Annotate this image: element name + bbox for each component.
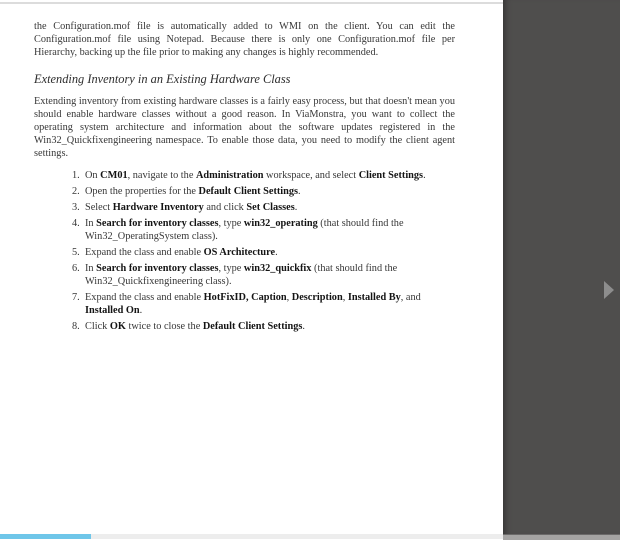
list-item-number: 6.: [72, 263, 80, 274]
numbered-steps-list: [72, 169, 455, 333]
list-item-text: In Search for inventory classes, type win32_operating (that should find the Win32_OperatingSystem class).: [85, 218, 404, 242]
reader-side-panel: [503, 0, 620, 534]
list-item: [72, 217, 455, 243]
list-item: [72, 169, 455, 182]
list-item-number: 5.: [72, 247, 80, 258]
list-item-text: Select Hardware Inventory and click Set Classes.: [85, 202, 298, 213]
list-item-number: 8.: [72, 321, 80, 332]
list-item: [72, 201, 455, 214]
list-item-number: 1.: [72, 170, 80, 181]
list-item-text: Expand the class and enable HotFixID, Caption, Description, Installed By, and Installed On.: [85, 292, 421, 316]
list-item-number: 2.: [72, 186, 80, 197]
list-item-text: On CM01, navigate to the Administration workspace, and select Client Settings.: [85, 170, 426, 181]
panel-bottom-strip: [503, 534, 620, 540]
list-item: [72, 246, 455, 259]
list-item: [72, 291, 455, 317]
list-item-text: Click OK twice to close the Default Client Settings.: [85, 321, 305, 332]
paragraph-configuration-mof: the Configuration.mof file is automatically added to WMI on the client. You can edit the Configuration.mof file using Notepad. Because there is only one Configuration.mof file per Hierarchy, backing up the file prior to making any changes is highly recommended.: [34, 21, 455, 58]
list-item: [72, 320, 455, 333]
list-item-number: 7.: [72, 292, 80, 303]
list-item-text: Open the properties for the Default Client Settings.: [85, 186, 301, 197]
list-item: [72, 262, 455, 288]
list-item-number: 4.: [72, 218, 80, 229]
page-top-rule: [0, 2, 503, 4]
list-item-text: Expand the class and enable OS Architecture.: [85, 247, 278, 258]
section-heading: Extending Inventory in an Existing Hardware Class: [34, 72, 291, 86]
list-item-text: In Search for inventory classes, type win32_quickfix (that should find the Win32_Quickfixengineering class).: [85, 263, 398, 287]
next-page-arrow-icon[interactable]: [604, 281, 614, 299]
reading-progress-bar[interactable]: [0, 534, 503, 539]
list-item: [72, 185, 455, 198]
list-item-number: 3.: [72, 202, 80, 213]
paragraph-extending-inventory: Extending inventory from existing hardware classes is a fairly easy process, but that doesn't mean you should enable hardware classes without a good reason. In ViaMonstra, you want to collect the operating system architecture and information about the software updates registered in the Win32_Quickfixengineering namespace. To enable those data, you need to modify the client agent settings.: [34, 96, 455, 159]
page-content: [34, 20, 455, 336]
reading-progress-fill: [0, 534, 91, 539]
